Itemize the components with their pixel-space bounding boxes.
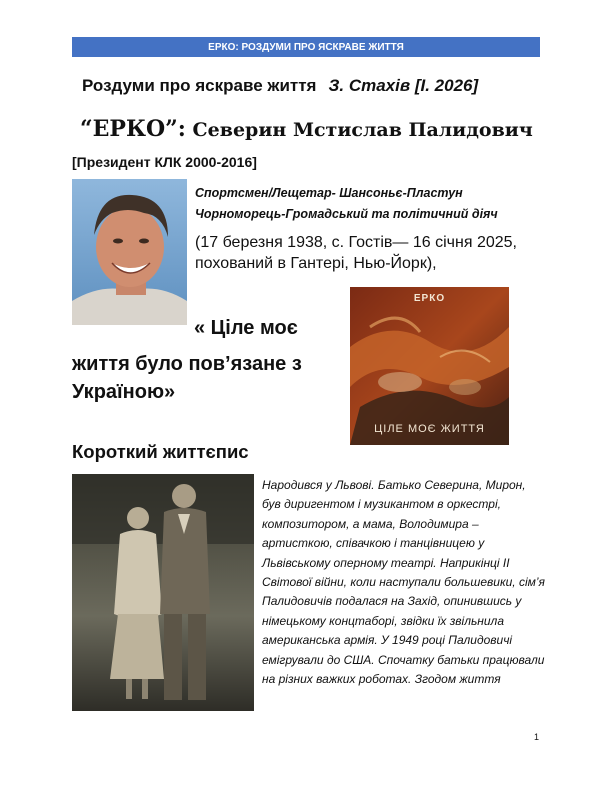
roles-list [195, 183, 540, 225]
page-number: 1 [534, 732, 540, 742]
biography-paragraph: Народився у Львові. Батько Северина, Мирон, був диригентом і музикантом в оркестрі, композитором, а мама, Володимира – артисткою, співачкою і танцівницею у Львівському оперному театрі. Наприкінці ІІ Світової війни, коли наступали большевики, сім’я Палидовичів подалася на Захід, опинившись у німецькому концтаборі, звідки їх звільнила американська армія. У 1949 році Палидовичі емігрували до США. Спочатку батьки працювали на різних важких роботах. Згодом життя [262, 478, 545, 687]
title-text: Роздуми про яскраве життя [82, 76, 317, 95]
document-title [82, 76, 542, 96]
role-line: Спортсмен/Лещетар- Шансоньє-Пластун [195, 186, 463, 200]
subject-nickname: “ЕРКО”: [80, 116, 186, 142]
president-note: [Президент КЛК 2000-2016] [72, 154, 257, 170]
portrait-photo [72, 179, 187, 325]
running-header [72, 37, 540, 57]
section-heading: Короткий життєпис [72, 441, 249, 462]
album-artist: ЕРКО [413, 293, 446, 304]
album-cover [350, 287, 509, 445]
running-header-text: ЕРКО: РОЗДУМИ ПРО ЯСКРАВЕ ЖИТТЯ [208, 41, 404, 53]
biography-text [262, 476, 547, 689]
title-author: З. Стахів [І. 2026] [328, 76, 479, 95]
subject-name [80, 116, 533, 142]
family-photo [72, 474, 254, 711]
album-title: ЦІЛЕ МОЄ ЖИТТЯ [374, 423, 485, 435]
subject-full-name: Северин Мстислав Палидович [192, 119, 533, 141]
quote-line-1: « Ціле моє [194, 317, 298, 339]
life-dates: (17 березня 1938, с. Гостів— 16 січня 2025, похований в Гантері, Нью-Йорк), [195, 234, 517, 272]
quote-continuation: життя було пов’язане з Україною» [72, 353, 302, 403]
role-line: Чорноморець-Громадський та політичний діяч [195, 207, 498, 221]
